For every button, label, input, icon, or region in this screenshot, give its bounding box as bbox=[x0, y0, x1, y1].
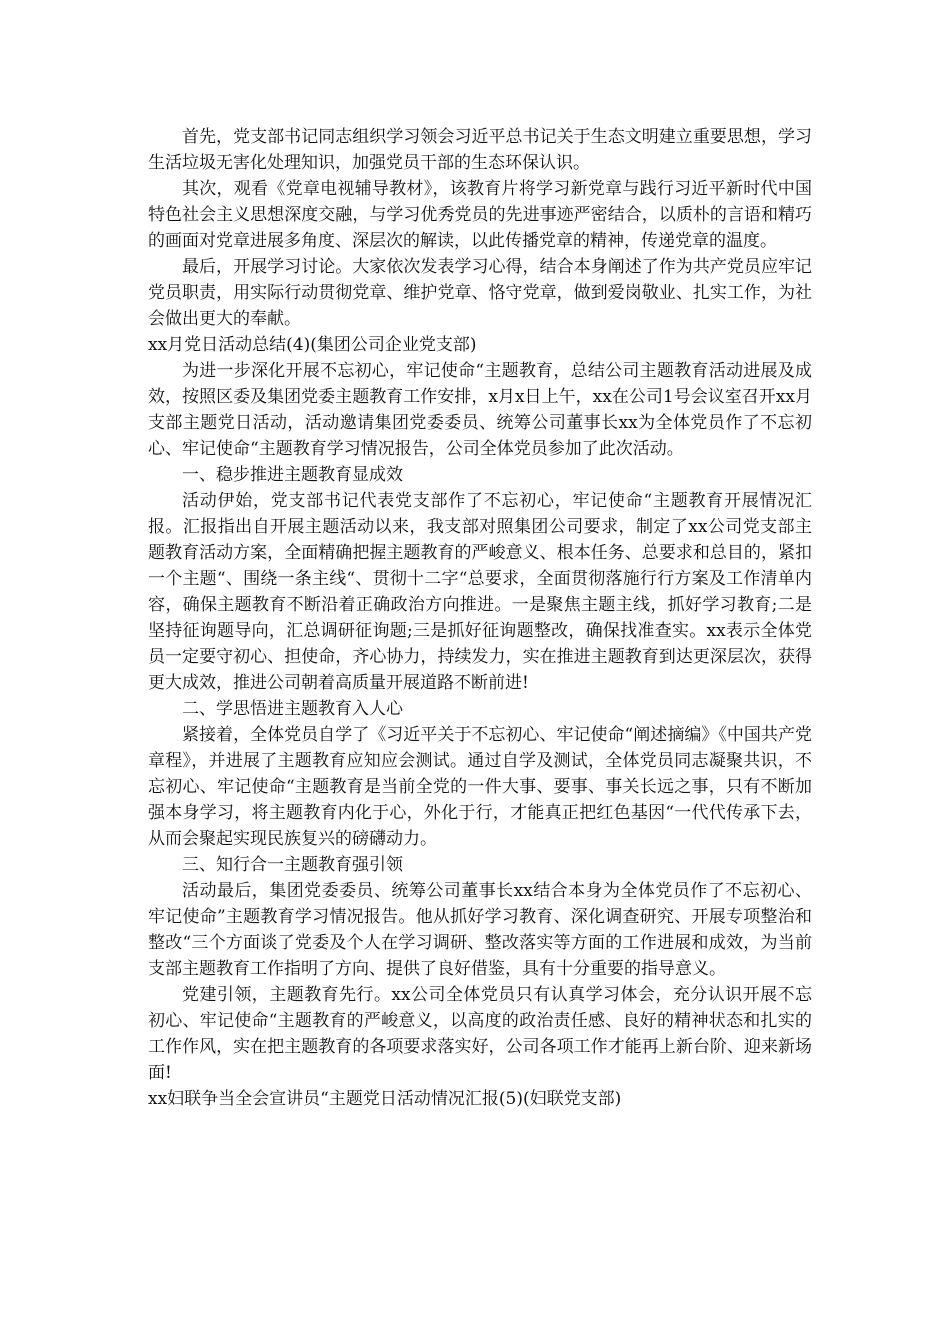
section-title-4: xx月党日活动总结(4)(集团公司企业党支部) bbox=[148, 335, 477, 355]
paragraph-finally: 最后，开展学习讨论。大家依次发表学习心得，结合本身阐述了作为共产党员应牢记党员职责，用实际行动贯彻党章、维护党章、恪守党章，做到爱岗敬业、扎实工作，为社会做出更大的奉献。 bbox=[148, 257, 812, 329]
document-body bbox=[148, 124, 812, 1112]
paragraph-two-body: 紧接着，全体党员自学了《习近平关于不忘初心、牢记使命“阐述摘编》《中国共产党章程》，并进展了主题教育应知应会测试。通过自学及测试，全体党员同志凝聚共识，不忘初心、牢记使命“主题教育是当前全党的一件大事、要事、事关长远之事，只有不断加强本身学习，将主题教育内化于心，外化于行，才能真正把红色基因“一代代传承下去，从而会聚起实现民族复兴的磅礴动力。 bbox=[148, 725, 812, 849]
subheading-two: 二、学思悟进主题教育入人心 bbox=[182, 699, 403, 719]
paragraph-second: 其次，观看《党章电视辅导教材》，该教育片将学习新党章与践行习近平新时代中国特色社会主义思想深度交融，与学习优秀党员的先进事迹严密结合，以质朴的言语和精巧的画面对党章进展多角度、深层次的解读，以此传播党章的精神，传递党章的温度。 bbox=[148, 179, 812, 251]
section-title-5: xx妇联争当全会宣讲员“主题党日活动情况汇报(5)(妇联党支部) bbox=[148, 1089, 622, 1109]
paragraph-one-body: 活动伊始，党支部书记代表党支部作了不忘初心，牢记使命“主题教育开展情况汇报。汇报指出自开展主题活动以来，我支部对照集团公司要求，制定了xx公司党支部主题教育活动方案，全面精确把握主题教育的严峻意义、根本任务、总要求和总目的，紧扣一个主题“、围绕一条主线“、贯彻十二字“总要求，全面贯彻落施行行方案及工作清单内容，确保主题教育不断沿着正确政治方向推进。一是聚焦主题主线，抓好学习教育;二是坚持征询题导向，汇总调研征询题;三是抓好征询题整改，确保找准查实。xx表示全体党员一定要守初心、担使命，齐心协力，持续发力，实在推进主题教育到达更深层次，获得更大成效，推进公司朝着高质量开展道路不断前进! bbox=[148, 491, 812, 693]
paragraph-first: 首先，党支部书记同志组织学习领会习近平总书记关于生态文明建立重要思想，学习生活垃圾无害化处理知识，加强党员干部的生态环保认识。 bbox=[148, 127, 812, 173]
subheading-three: 三、知行合一主题教育强引领 bbox=[182, 855, 403, 875]
paragraph-three-body: 活动最后，集团党委委员、统筹公司董事长xx结合本身为全体党员作了不忘初心、牢记使命”主题教育学习情况报告。他从抓好学习教育、深化调查研究、开展专项整治和整改“三个方面谈了党委及个人在学习调研、整改落实等方面的工作进展和成效，为当前支部主题教育工作指明了方向、提供了良好借鉴，具有十分重要的指导意义。 bbox=[148, 881, 812, 979]
paragraph-intro-4: 为进一步深化开展不忘初心，牢记使命“主题教育，总结公司主题教育活动进展及成效，按照区委及集团党委主题教育工作安排，x月x日上午，xx在公司1号会议室召开xx月支部主题党日活动，活动邀请集团党委委员、统筹公司董事长xx为全体党员作了不忘初心、牢记使命“主题教育学习情况报告，公司全体党员参加了此次活动。 bbox=[148, 361, 812, 459]
paragraph-conclusion: 党建引领，主题教育先行。xx公司全体党员只有认真学习体会，充分认识开展不忘初心、牢记使命“主题教育的严峻意义，以高度的政治责任感、良好的精神状态和扎实的工作作风，实在把主题教育的各项要求落实好，公司各项工作才能再上新台阶、迎来新场面! bbox=[148, 985, 812, 1083]
subheading-one: 一、稳步推进主题教育显成效 bbox=[182, 465, 403, 485]
